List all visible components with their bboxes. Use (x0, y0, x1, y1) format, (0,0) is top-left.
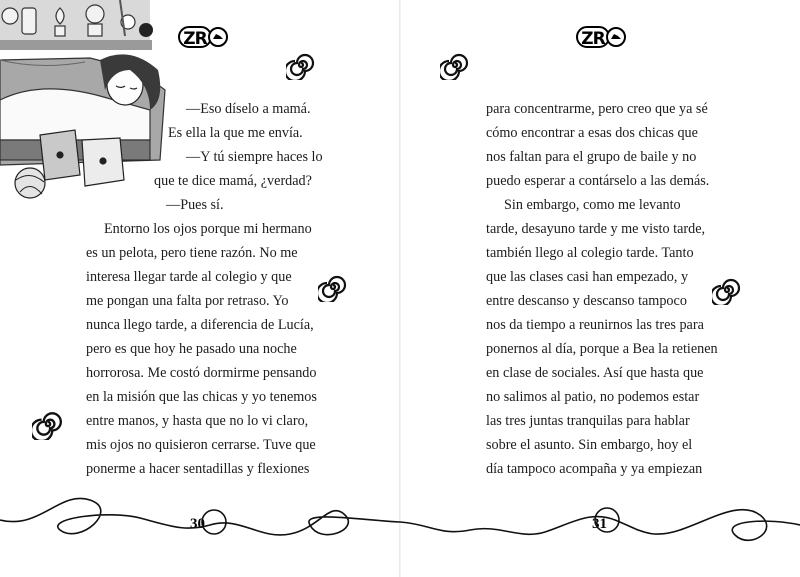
text-line: horrorosa. Me costó dormirme pensando (86, 365, 317, 381)
text-line: interesa llegar tarde al colegio y que (86, 269, 292, 285)
text-line: nunca llego tarde, a diferencia de Lucía, (86, 317, 314, 333)
text-line: tarde, desayuno tarde y me visto tarde, (486, 221, 706, 237)
text-line: que las clases casi han empezado, y (486, 269, 689, 285)
logo-text: ZR (178, 26, 212, 48)
text-line: mis ojos no quisieron cerrarse. Tuve que (86, 437, 316, 453)
text-line: cómo encontrar a esas dos chicas que (486, 125, 698, 141)
page-number: 30 (190, 516, 205, 532)
wavy-border-decoration (0, 470, 800, 570)
text-line: que te dice mamá, ¿verdad? (154, 173, 312, 189)
text-line: nos da tiempo a reunirnos las tres para (486, 317, 704, 333)
zr-logo (178, 26, 228, 48)
zr-logo (576, 26, 626, 48)
text-line: ponerme a hacer sentadillas y flexiones (86, 461, 310, 477)
text-line: —Pues sí. (166, 197, 224, 213)
logo-text: ZR (576, 26, 610, 48)
text-line: Sin embargo, como me levanto (504, 197, 681, 213)
spiral-doodle-icon (32, 408, 64, 440)
text-line: Es ella la que me envía. (168, 125, 303, 141)
text-line: nos faltan para el grupo de baile y no (486, 149, 697, 165)
text-line: puedo esperar a contárselo a las demás. (486, 173, 710, 189)
page-number: 31 (592, 516, 607, 532)
text-line: —Y tú siempre haces lo (186, 149, 323, 165)
text-line: las tres juntas tranquilas para hablar (486, 413, 690, 429)
shoe-badge-icon (606, 27, 626, 47)
text-line: Entorno los ojos porque mi hermano (104, 221, 312, 237)
text-line: pero es que hoy he pasado una noche (86, 341, 297, 357)
text-line: me pongan una falta por retraso. Yo (86, 293, 289, 309)
shoe-badge-icon (208, 27, 228, 47)
text-line: es un pelota, pero tiene razón. No me (86, 245, 298, 261)
spiral-doodle-icon (712, 275, 742, 305)
spiral-doodle-icon (286, 50, 316, 80)
text-line: entre descanso y descanso tampoco (486, 293, 687, 309)
text-line: ponernos al día, porque a Bea la retienen (486, 341, 718, 357)
spiral-doodle-icon (440, 50, 470, 80)
text-line: entre manos, y hasta que no lo vi claro, (86, 413, 309, 429)
text-line: día tampoco acompaña y ya empiezan (486, 461, 703, 477)
text-line: —Eso díselo a mamá. (186, 101, 311, 117)
text-line: también llego al colegio tarde. Tanto (486, 245, 694, 261)
text-line: en la misión que las chicas y yo tenemos (86, 389, 317, 405)
text-line: en clase de sociales. Así que hasta que (486, 365, 704, 381)
spiral-doodle-icon (318, 272, 348, 302)
text-line: para concentrarme, pero creo que ya sé (486, 101, 708, 117)
sleeping-girl-illustration (0, 0, 170, 200)
text-line: no salimos al patio, no podemos estar (486, 389, 700, 405)
text-line: sobre el asunto. Sin embargo, hoy el (486, 437, 693, 453)
